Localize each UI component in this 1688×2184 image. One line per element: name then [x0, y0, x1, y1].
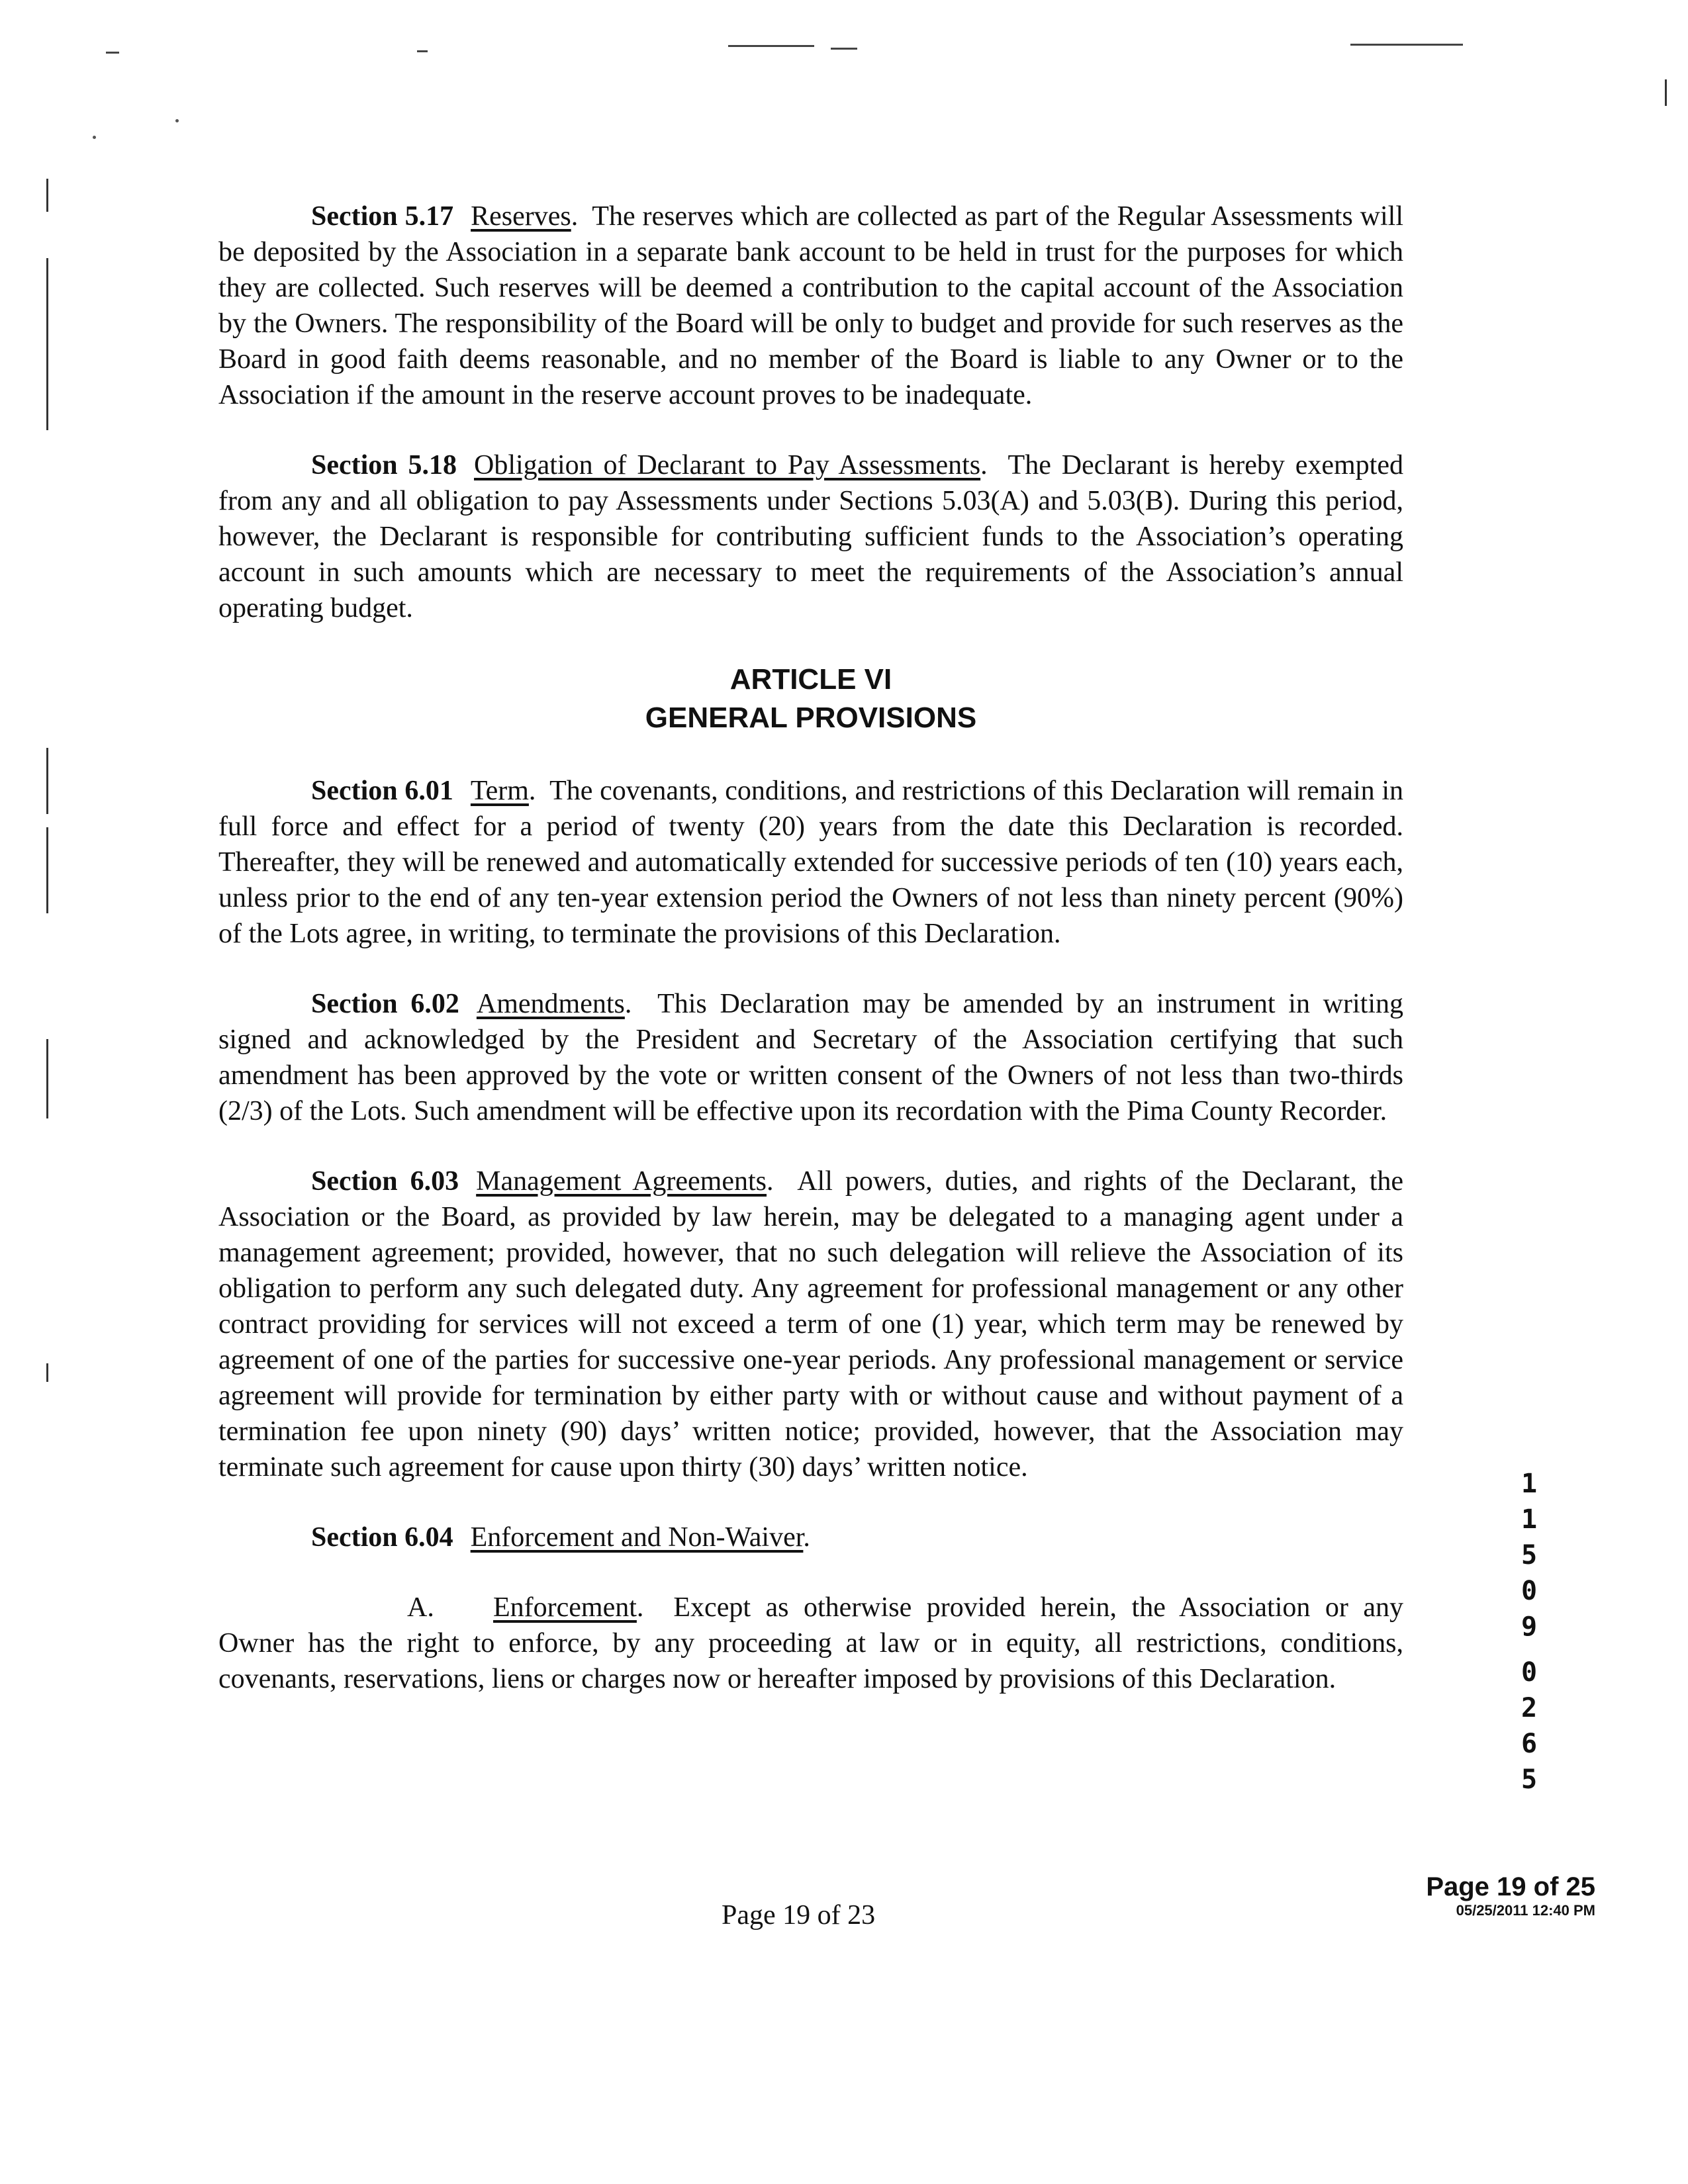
- margin-bar-4: [46, 827, 48, 913]
- scan-mark-top-2: [831, 48, 857, 50]
- scan-dot-2: [175, 119, 179, 122]
- edge-bar-right: [1665, 79, 1667, 106]
- section-6-04: Section 6.04 Enforcement and Non-Waiver.: [311, 1522, 810, 1553]
- section-text: The reserves which are collected as part of the Regular Assessments will be deposited by the Association in a separate bank account to be held in trust for the purposes for which they are collected. Such reserves will be deemed a contribution to the capital account of the Association by the Owners. The responsibility of the Board will be only to budget and provide for such reserves as the Board in good faith deems reasonable, and no member of the Board is liable to any Owner or to the Association if the amount in the reserve account proves to be inadequate.: [218, 201, 1403, 410]
- article-title: GENERAL PROVISIONS: [645, 702, 977, 734]
- article-heading: [218, 660, 1403, 737]
- subsection-title: Enforcement: [493, 1592, 637, 1623]
- section-title: Management Agreements: [476, 1166, 767, 1197]
- section-number: Section 5.17: [311, 201, 454, 232]
- section-number: Section 5.18: [311, 450, 457, 480]
- margin-bar-5: [46, 1039, 48, 1118]
- scan-mark-top-5: [417, 50, 428, 52]
- section-title: Reserves: [471, 201, 571, 232]
- section-text: The Declarant is hereby exempted from any and all obligation to pay Assessments under Sections 5.03(A) and 5.03(B). During this period, however, the Declarant is responsible for contributing sufficient funds to the Association’s operating account in such amounts which are necessary to meet the requirements of the Association’s annual operating budget.: [218, 450, 1403, 623]
- section-number: Section 6.02: [311, 989, 459, 1019]
- recording-number-group-1: [1516, 1466, 1542, 1645]
- recording-digit: 9: [1521, 1612, 1538, 1642]
- recording-number-group-2: [1516, 1655, 1542, 1797]
- scan-mark-top-1: [728, 45, 814, 47]
- margin-bar-3: [46, 748, 48, 814]
- section-number: Section 6.04: [311, 1522, 453, 1553]
- margin-bar-1: [46, 179, 48, 212]
- subsection-text: Except as otherwise provided herein, the Association or any Owner has the right to enforce, by any proceeding at law or in equity, all restrictions, conditions, covenants, reservations, liens or charges now or hereafter imposed by provisions of this Declaration.: [218, 1592, 1404, 1694]
- scan-mark-top-4: [106, 52, 119, 54]
- section-title: Obligation of Declarant to Pay Assessments: [474, 450, 981, 480]
- margin-bar-6: [46, 1363, 48, 1382]
- document-body: [218, 199, 1403, 1731]
- subsection-label: A.: [407, 1592, 434, 1623]
- recording-digit: 6: [1521, 1729, 1538, 1759]
- margin-bar-2: [46, 258, 48, 430]
- recording-digit: 5: [1521, 1540, 1538, 1570]
- section-title: Term: [470, 776, 529, 806]
- section-text: This Declaration may be amended by an instrument in writing signed and acknowledged by the President and Secretary of the Association certifying that such amendment has been approved by the vote or written consent of the Owners of not less than two-thirds (2/3) of the Lots. Such amendment will be effective upon its recordation with the Pima County Recorder.: [218, 989, 1404, 1126]
- scan-mark-top-3: [1350, 44, 1463, 46]
- recording-digit: 1: [1521, 1469, 1538, 1499]
- recording-digit: 2: [1521, 1693, 1538, 1723]
- section-text: The covenants, conditions, and restrictions of this Declaration will remain in full force and effect for a period of twenty (20) years from the date this Declaration is recorded. Thereafter, they will be renewed and automatically extended for successive periods of ten (10) years each, unless prior to the end of any ten-year extension period the Owners of not less than ninety percent (90%) of the Lots agree, in writing, to terminate the provisions of this Declaration.: [218, 776, 1403, 949]
- section-text: All powers, duties, and rights of the Declarant, the Association or the Board, as provided by law herein, may be delegated to a managing agent under a management agreement; provided, however, that no such delegation will relieve the Association of its obligation to perform any such delegated duty. Any agreement for professional management or any other contract providing for services will not exceed a term of one (1) year, which term may be renewed by agreement of one of the parties for successive one-year periods. Any professional management or service agreement will provide for termination by either party with or without cause and without payment of a termination fee upon ninety (90) days’ written notice; provided, however, that the Association may terminate such agreement for cause upon thirty (30) days’ written notice.: [218, 1166, 1404, 1482]
- section-title: Enforcement and Non-Waiver: [470, 1522, 804, 1553]
- section-title: Amendments: [476, 989, 625, 1019]
- section-6-01: Section 6.01 Term. The covenants, conditions, and restrictions of this Declaration will remain in full force and effect for a period of twenty (20) years from the date this Declaration is recorded. Thereafter, they will be renewed and automatically extended for successive periods of ten (10) years each, unless prior to the end of any ten-year extension period the Owners of not less than ninety percent (90%) of the Lots agree, in writing, to terminate the provisions of this Declaration.: [218, 776, 1403, 949]
- stamp-page-number: Page 19 of 25: [1426, 1872, 1595, 1901]
- page-number-footer: Page 19 of 23: [722, 1900, 876, 1931]
- article-number: ARTICLE VI: [729, 663, 892, 696]
- section-number: Section 6.03: [311, 1166, 459, 1197]
- stamp-datetime: 05/25/2011 12:40 PM: [1456, 1902, 1595, 1919]
- recording-digit: 0: [1521, 1576, 1538, 1606]
- section-6-02: Section 6.02 Amendments. This Declaration may be amended by an instrument in writing signed and acknowledged by the President and Secretary of the Association certifying that such amendment has been approved by the vote or written consent of the Owners of not less than two-thirds (2/3) of the Lots. Such amendment will be effective upon its recordation with the Pima County Recorder.: [218, 989, 1404, 1126]
- section-6-03: Section 6.03 Management Agreements. All powers, duties, and rights of the Declarant, the Association or the Board, as provided by law herein, may be delegated to a managing agent under a management agreement; provided, however, that no such delegation will relieve the Association of its obligation to perform any such delegated duty. Any agreement for professional management or any other contract providing for services will not exceed a term of one (1) year, which term may be renewed by agreement of one of the parties for successive one-year periods. Any professional management or service agreement will provide for termination by either party with or without cause and without payment of a termination fee upon ninety (90) days’ written notice; provided, however, that the Association may terminate such agreement for cause upon thirty (30) days’ written notice.: [218, 1166, 1404, 1482]
- recording-digit: 0: [1521, 1657, 1538, 1688]
- section-5-18: Section 5.18 Obligation of Declarant to Pay Assessments. The Declarant is hereby exempted from any and all obligation to pay Assessments under Sections 5.03(A) and 5.03(B). During this period, however, the Declarant is responsible for contributing sufficient funds to the Association’s operating account in such amounts which are necessary to meet the requirements of the Association’s annual operating budget.: [218, 450, 1403, 623]
- section-number: Section 6.01: [311, 776, 453, 806]
- section-5-17: Section 5.17 Reserves. The reserves which are collected as part of the Regular Assessments will be deposited by the Association in a separate bank account to be held in trust for the purposes for which they are collected. Such reserves will be deemed a contribution to the capital account of the Association by the Owners. The responsibility of the Board will be only to budget and provide for such reserves as the Board in good faith deems reasonable, and no member of the Board is liable to any Owner or to the Association if the amount in the reserve account proves to be inadequate.: [218, 201, 1403, 410]
- subsection-6-04-a: A. Enforcement. Except as otherwise provided herein, the Association or any Owner has the right to enforce, by any proceeding at law or in equity, all restrictions, conditions, covenants, reservations, liens or charges now or hereafter imposed by provisions of this Declaration.: [218, 1590, 1403, 1697]
- recording-digit: 1: [1521, 1504, 1538, 1535]
- scan-dot-1: [93, 136, 96, 139]
- recording-digit: 5: [1521, 1764, 1538, 1795]
- recorder-page-stamp: [1397, 1872, 1595, 1919]
